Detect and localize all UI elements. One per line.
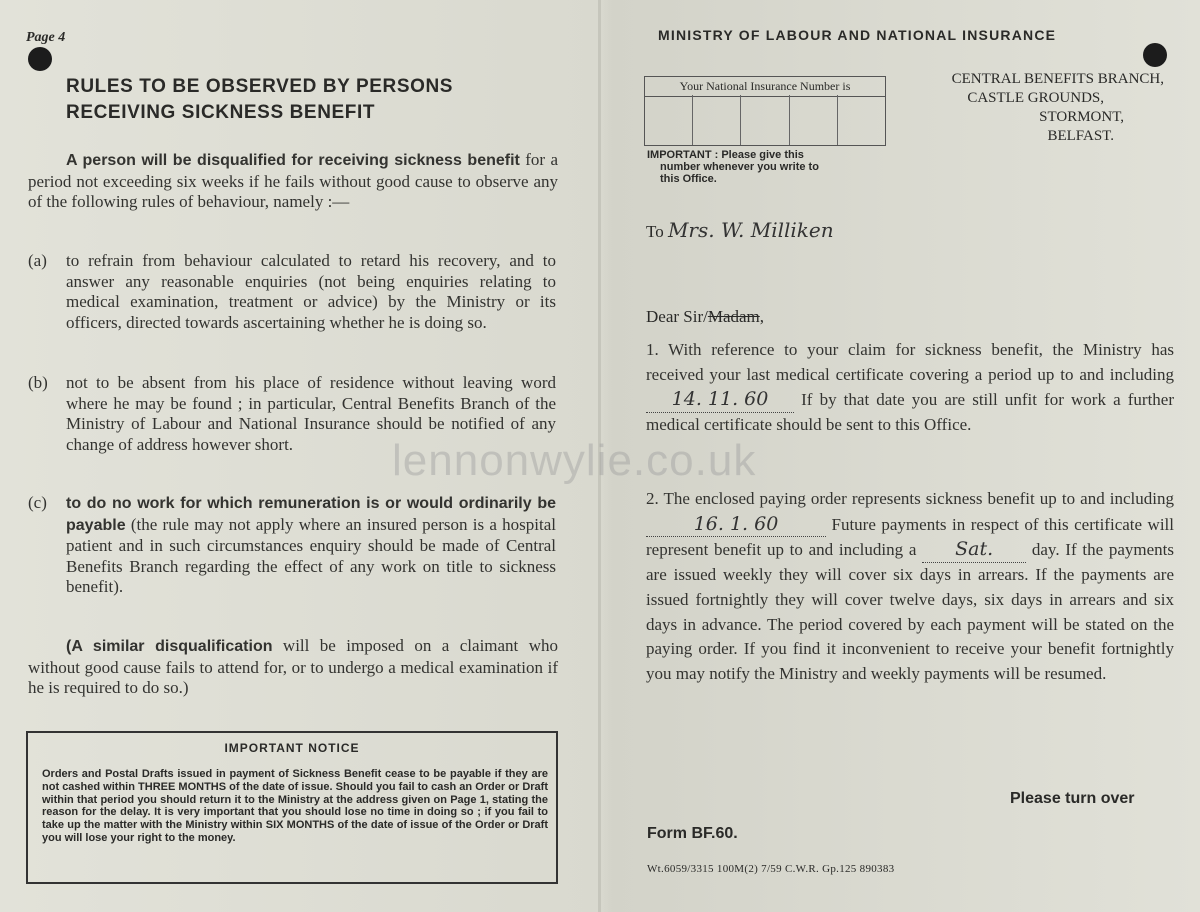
ministry-heading: MINISTRY OF LABOUR AND NATIONAL INSURANCE	[658, 27, 1057, 43]
ni-cell	[645, 95, 693, 145]
paragraph-2	[646, 487, 1174, 687]
address-line: BELFAST.	[1047, 128, 1114, 144]
important-note-line2: number whenever you write to	[660, 161, 819, 173]
ni-cell	[741, 95, 789, 145]
turn-over-note: Please turn over	[1010, 790, 1135, 807]
ni-number-cells	[645, 95, 885, 145]
recipient-line	[646, 218, 834, 242]
ni-number-label: Your National Insurance Number is	[645, 79, 885, 97]
rule-label: (a)	[28, 251, 47, 270]
rule-c-rest: (the rule may not apply where an insured person is a hospital patient and in such circumstances enquiry should be made of Central Benefits Branch regarding the effect of any work on title to sickness benefit).	[66, 514, 557, 596]
intro-text: for a period not exceeding six weeks if he fails without good cause to observe any of the following rules of behaviour, namely :—	[28, 150, 559, 211]
salutation-comma: ,	[759, 307, 765, 326]
similar-text: will be imposed on a claimant who without good cause fails to attend for, or to undergo a medical examination if he is required to do so.)	[28, 636, 558, 697]
rule-label: (b)	[28, 373, 48, 392]
paragraph-1	[646, 338, 1174, 438]
salutation	[646, 307, 764, 327]
ni-cell	[790, 95, 838, 145]
important-notice-box	[26, 731, 558, 884]
watermark: lennonwylie.co.uk	[392, 436, 757, 485]
rule-label: (c)	[28, 493, 47, 512]
ni-cell	[693, 95, 741, 145]
rules-title	[66, 74, 453, 126]
salutation-struck: Madam	[707, 307, 760, 326]
punch-hole-right	[1143, 43, 1167, 67]
certificate-date: 14. 11. 60	[646, 387, 794, 413]
para2-text-c: day. If the payments are issued weekly they will cover six days in arrears. If the payments are issued fortnightly they will cover twelve days, six days in arrears and six days in advance. The period covered by each payment will be stated on the paying order. If you find it inconvenient to receive your benefit fortnightly you may notify the Ministry and weekly payments will be resumed.	[646, 540, 1175, 683]
similar-bold: (A similar disqualification	[66, 638, 273, 655]
to-label: To	[646, 222, 664, 241]
rules-title-line1: RULES TO BE OBSERVED BY PERSONS	[66, 76, 454, 97]
intro-bold: A person will be disqualified for receiving sickness benefit	[66, 152, 520, 169]
recipient-name: Mrs. W. Milliken	[667, 218, 834, 242]
address-line: CENTRAL BENEFITS BRANCH,	[951, 71, 1164, 87]
notice-title: IMPORTANT NOTICE	[224, 741, 360, 755]
address-line: CASTLE GROUNDS,	[967, 90, 1104, 106]
benefit-to-date: 16. 1. 60	[646, 512, 826, 538]
punch-hole-left	[28, 47, 52, 71]
para2-text-b: Future payments in respect of this certificate will represent benefit up to and including a	[646, 514, 1174, 560]
benefit-day: Sat.	[922, 537, 1026, 563]
form-number: Form BF.60.	[647, 825, 738, 842]
important-note-line1: IMPORTANT : Please give this	[647, 149, 804, 161]
address-line: STORMONT,	[1039, 109, 1124, 125]
para2-text-a: 2. The enclosed paying order represents sickness benefit up to and including	[646, 489, 1174, 508]
para1-text-a: 1. With reference to your claim for sickness benefit, the Ministry has received your last medical certificate covering a period up to and including	[646, 340, 1174, 384]
similar-disqualification	[28, 636, 558, 699]
print-code: Wt.6059/3315 100M(2) 7/59 C.W.R. Gp.125 890383	[647, 863, 895, 875]
office-address	[894, 70, 1164, 146]
page-number: Page 4	[26, 30, 66, 45]
para1-text-b: If by that date you are still unfit for work a further medical certificate should be sent to this Office.	[646, 390, 1174, 435]
ni-number-box	[644, 76, 886, 146]
rule-text: to refrain from behaviour calculated to retard his recovery, and to answer any reasonable enquiries (not being enquiries relating to medical examination, treatment or advice) by the Ministry or its officers, directed towards ascertaining whether he is doing so.	[66, 251, 556, 332]
salutation-text: Dear Sir/	[646, 307, 708, 326]
rule-text: not to be absent from his place of residence without leaving word where he may be found ; in particular, Central Benefits Branch of the Ministry of Labour and National Insurance should be notified of any change of address however short.	[66, 373, 556, 454]
ni-cell	[838, 95, 885, 145]
rule-c-bold: to do no work for which remuneration is or would ordinarily be payable	[66, 495, 556, 534]
intro-paragraph	[28, 150, 558, 213]
important-note	[647, 149, 819, 185]
rule-text	[66, 493, 556, 598]
rules-title-line2: RECEIVING SICKNESS BENEFIT	[66, 102, 376, 123]
notice-text: Orders and Postal Drafts issued in payment of Sickness Benefit cease to be payable if they are not cashed within THREE MONTHS of the date of issue. Should you fail to cash an Order or Draft within that period you should return it to the Ministry at the address given on Page 1, stating the reason for the delay. It is very important that you should lose no time in doing so ; if you fail to take up the matter with the Ministry within SIX MONTHS of the date of issue of the Order or Draft you will lose your right to the money.	[42, 768, 548, 844]
important-note-line3: this Office.	[660, 173, 717, 185]
